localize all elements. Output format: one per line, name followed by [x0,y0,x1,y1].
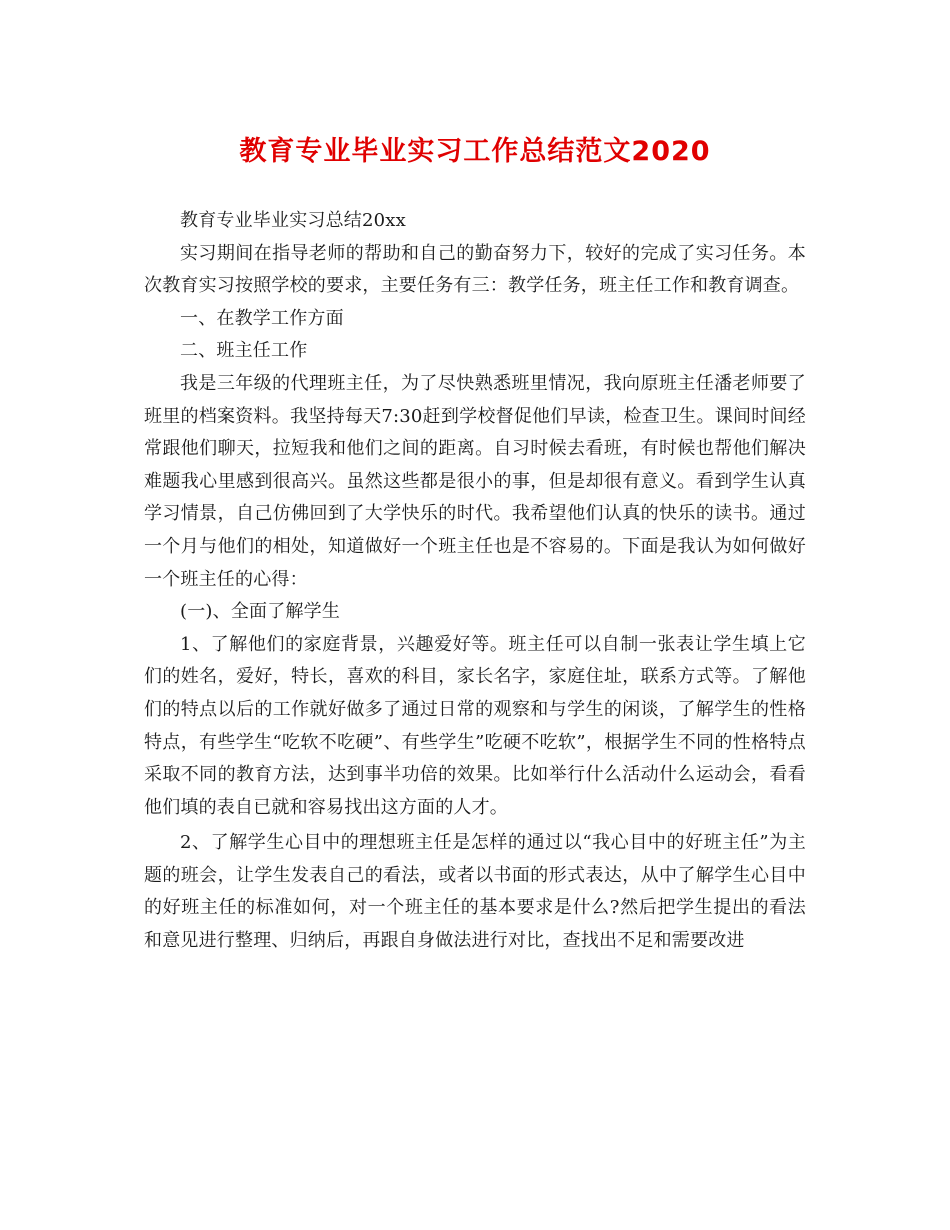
document-title: 教育专业毕业实习工作总结范文2020 [239,136,711,167]
document-body [144,205,806,958]
intro-paragraph: 实习期间在指导老师的帮助和自己的勤奋努力下，较好的完成了实习任务。本次教育实习按照学校的要求，主要任务有三：教学任务，班主任工作和教育调查。 [144,242,806,297]
section-heading-class-teacher: 二、班主任工作 [180,340,308,362]
subsection-heading-understand-students: (一)、全面了解学生 [180,601,341,623]
class-teacher-paragraph: 我是三年级的代理班主任，为了尽快熟悉班里情况，我向原班主任潘老师要了班里的档案资料。我坚持每天7:30赶到学校督促他们早读，检查卫生。课间时间经常跟他们聊天，拉短我和他们之间的距离。自习时候去看班，有时候也帮他们解决难题我心里感到很高兴。虽然这些都是很小的事，但是却很有意义。看到学生认真学习情景，自己仿佛回到了大学快乐的时代。我希望他们认真的快乐的读书。通过一个月与他们的相处，知道做好一个班主任也是不容易的。下面是我认为如何做好一个班主任的心得： [144,372,806,590]
section-heading-teaching: 一、在教学工作方面 [180,307,344,329]
subtitle-paragraph: 教育专业毕业实习总结20xx [180,210,407,231]
point-1-paragraph: 1、了解他们的家庭背景，兴趣爱好等。班主任可以自制一张表让学生填上它们的姓名，爱好，特长，喜欢的科目，家长名字，家庭住址，联系方式等。了解他们的特点以后的工作就好做多了通过日常的观察和与学生的闲谈，了解学生的性格特点，有些学生“吃软不吃硬”、有些学生”吃硬不吃软”，根据学生不同的性格特点采取不同的教育方法，达到事半功倍的效果。比如举行什么活动什么运动会，看看他们填的表自已就和容易找出这方面的人才。 [144,633,806,818]
point-2-paragraph: 2、了解学生心目中的理想班主任是怎样的通过以“我心目中的好班主任”为主题的班会，让学生发表自己的看法，或者以书面的形式表达，从中了解学生心目中的好班主任的标准如何，对一个班主任的基本要求是什么?然后把学生提出的看法和意见进行整理、归纳后，再跟自身做法进行对比，查找出不足和需要改进 [144,832,806,952]
